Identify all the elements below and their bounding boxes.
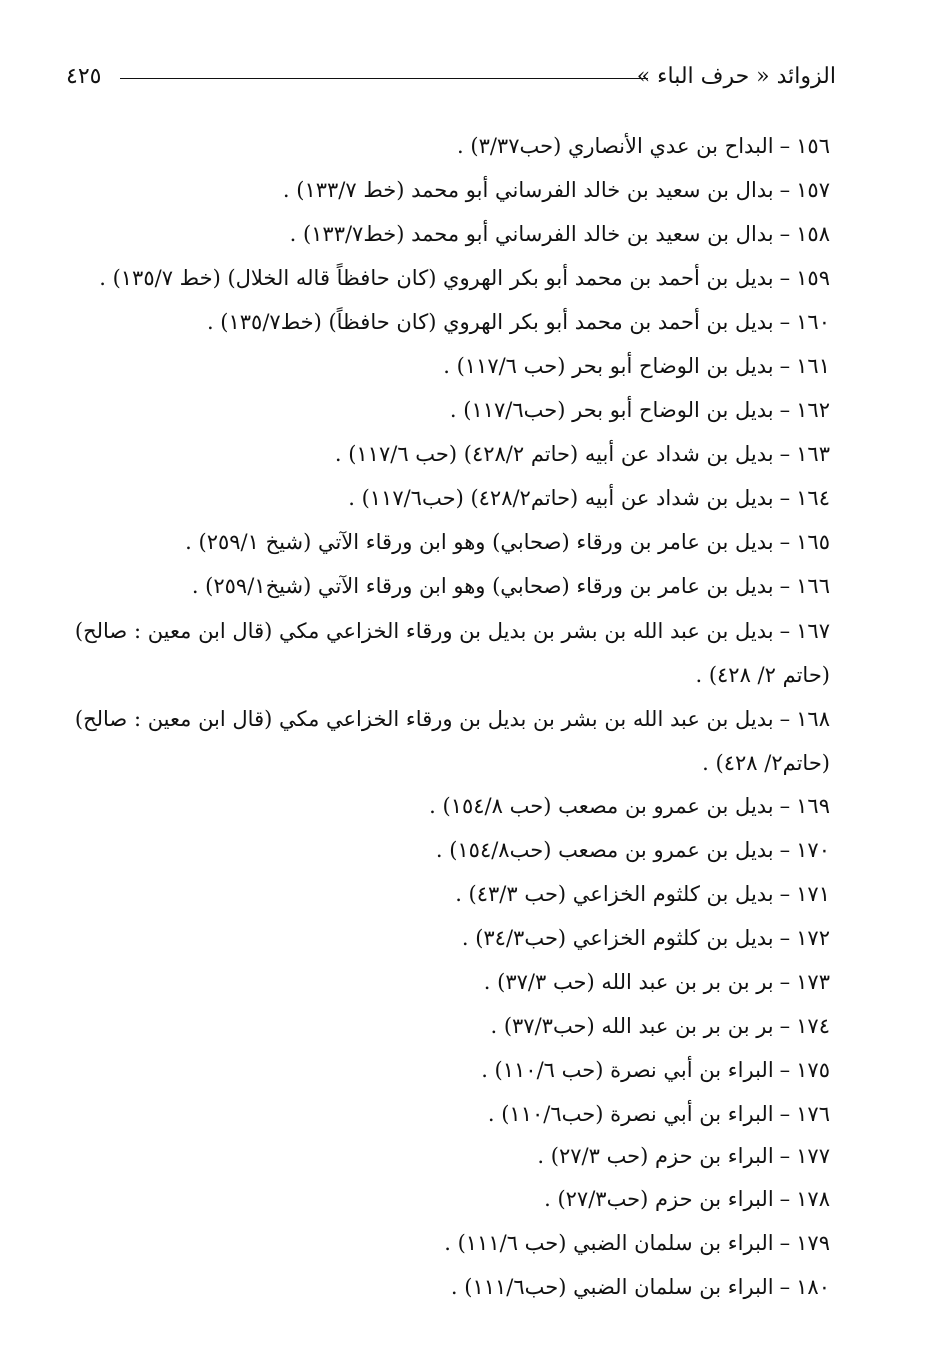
entry [462,923,830,953]
entry-dash: – [779,486,791,510]
entry-dash: – [779,794,791,818]
entry-dash: – [779,882,791,906]
entry-dash: – [779,970,791,994]
entry-text: البراء بن سلمان الضبي (حب١١١/٦) . [450,1275,774,1299]
entry-text: البراء بن أبي نصرة (حب ١١٠/٦) . [481,1058,774,1082]
entry-dash: – [779,178,791,202]
entry [436,835,830,865]
entry-number: ١٧٩ [796,1231,830,1255]
entry-text: البداح بن عدي الأنصاري (حب٣/٣٧) . [457,134,774,158]
entry [70,697,830,785]
entry-dash: – [779,1231,791,1255]
entry-text: بر بن بر بن عبد الله (حب ٣٧/٣) . [483,970,774,994]
entry-number: ١٥٨ [796,222,830,246]
entry-number: ١٧٢ [796,926,830,950]
entry-dash: – [779,1014,791,1038]
page-header [66,62,836,94]
entry-dash: – [779,1144,791,1168]
entry-dash: – [779,1102,791,1126]
entry-dash: – [779,222,791,246]
entry-text: بديل بن الوضاح أبو بحر (حب ١١٧/٦) . [443,354,774,378]
entry-number: ١٦٨ [796,707,830,731]
entry [185,527,830,557]
entry-number: ١٧٣ [796,970,830,994]
entry [484,967,830,997]
entry-number: ١٦٣ [796,442,830,466]
entry-text: البراء بن سلمان الضبي (حب ١١١/٦) . [444,1231,774,1255]
entry-number: ١٦٧ [796,619,830,643]
entry-number: ١٦٢ [796,398,830,422]
entry-dash: – [779,1058,791,1082]
entry-dash: – [779,1187,791,1211]
entry-number: ١٦٥ [796,530,830,554]
entry-text: بديل بن شداد عن أبيه (حاتم٤٢٨/٢) (حب١١٧/٦) . [348,486,774,510]
entry [335,439,830,469]
entry-text: بديل بن شداد عن أبيه (حاتم ٤٢٨/٢) (حب ١١٧/٦) . [334,442,774,466]
entry [192,571,830,601]
entry-number: ١٦٤ [796,486,830,510]
entry [481,1055,830,1085]
entry-text: بديل بن عبد الله بن بشر بن بديل بن ورقاء الخزاعي مكي (قال ابن معين : صالح) (حاتم ٢/ ٤٢٨) . [74,619,830,687]
entry-dash: – [779,926,791,950]
entry-text: بديل بن عامر بن ورقاء (صحابي) وهو ابن ورقاء الآتي (شيخ٢٥٩/١) . [191,574,774,598]
entry [70,609,830,697]
entry-text: بدال بن سعيد بن خالد الفرساني أبو محمد (خط١٣٣/٧) . [289,222,774,246]
entry [457,131,830,161]
entry-dash: – [779,707,791,731]
header-rule [120,78,648,79]
entry-dash: – [779,310,791,334]
running-title: الزوائد « حرف الباء » [636,64,836,89]
entry [544,1184,830,1214]
entry [451,1272,830,1302]
entry-text: بديل بن كلثوم الخزاعي (حب ٤٣/٣) . [455,882,774,906]
entry-text: بديل بن عبد الله بن بشر بن بديل بن ورقاء الخزاعي مكي (قال ابن معين : صالح) (حاتم٢/ ٤٢٨) . [74,707,830,775]
entry-dash: – [779,398,791,422]
entry-text: بديل بن كلثوم الخزاعي (حب٣٤/٣) . [461,926,774,950]
entry [537,1141,830,1171]
entry [429,791,830,821]
entry [283,175,830,205]
entry-dash: – [779,354,791,378]
entry-text: بديل بن عامر بن ورقاء (صحابي) وهو ابن ورقاء الآتي (شيخ ٢٥٩/١) . [185,530,774,554]
entry [488,1099,830,1129]
entry-number: ١٦٦ [796,574,830,598]
entry-number: ١٦١ [796,354,830,378]
entry-number: ١٨٠ [796,1275,830,1299]
entry [444,1228,830,1258]
entry-dash: – [779,619,791,643]
entry-dash: – [779,530,791,554]
entry-text: بديل بن الوضاح أبو بحر (حب١١٧/٦) . [449,398,774,422]
entry-number: ١٥٩ [796,266,830,290]
entry-text: بديل بن عمرو بن مصعب (حب١٥٤/٨) . [435,838,774,862]
entry [207,307,830,337]
entry-text: بدال بن سعيد بن خالد الفرساني أبو محمد (خط ١٣٣/٧) . [282,178,774,202]
entry-number: ١٧٦ [796,1102,830,1126]
entry [443,351,830,381]
entry-number: ١٧١ [796,882,830,906]
entry-dash: – [779,442,791,466]
entry [490,1011,830,1041]
page-number: ٤٢٥ [66,64,102,89]
entry-number: ١٧٠ [796,838,830,862]
entry-text: بديل بن أحمد بن محمد أبو بكر الهروي (كان حافظاً) (خط١٣٥/٧) . [206,310,774,334]
entry [99,263,830,293]
entry-text: بديل بن عمرو بن مصعب (حب ١٥٤/٨) . [429,794,774,818]
entry-dash: – [779,574,791,598]
entry [450,395,830,425]
entry-dash: – [779,134,791,158]
entry-dash: – [779,1275,791,1299]
entry-text: البراء بن حزم (حب ٢٧/٣) . [537,1144,774,1168]
entry [455,879,830,909]
entry-number: ١٥٦ [796,134,830,158]
entry-number: ١٦٠ [796,310,830,334]
entry [290,219,830,249]
entry-number: ١٥٧ [796,178,830,202]
entry-text: بديل بن أحمد بن محمد أبو بكر الهروي (كان حافظاً قاله الخلال) (خط ١٣٥/٧) . [99,266,774,290]
entry-number: ١٧٧ [796,1144,830,1168]
entry-text: بر بن بر بن عبد الله (حب٣٧/٣) . [490,1014,774,1038]
entry-number: ١٧٥ [796,1058,830,1082]
entry-dash: – [779,838,791,862]
entry-number: ١٧٨ [796,1187,830,1211]
entry-number: ١٦٩ [796,794,830,818]
entry [348,483,830,513]
entry-number: ١٧٤ [796,1014,830,1038]
entry-text: البراء بن حزم (حب٢٧/٣) . [544,1187,774,1211]
entry-dash: – [779,266,791,290]
entry-text: البراء بن أبي نصرة (حب١١٠/٦) . [487,1102,774,1126]
